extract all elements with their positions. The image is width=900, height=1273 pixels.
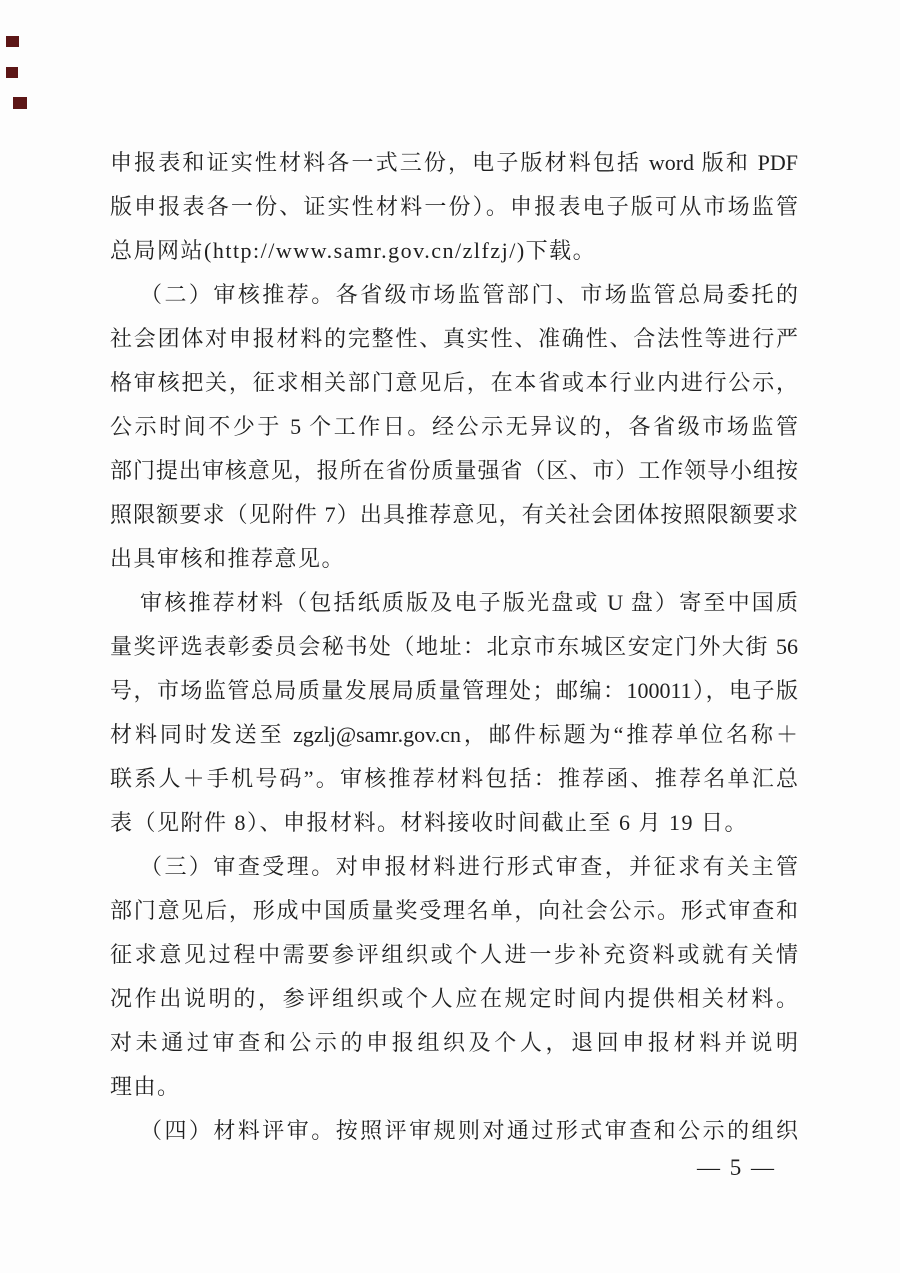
text-line: 格审核把关，征求相关部门意见后，在本省或本行业内进行公示， bbox=[110, 370, 798, 395]
text-line: 量奖评选表彰委员会秘书处（地址：北京市东城区安定门外大街 56 bbox=[110, 634, 798, 659]
text-line: 征求意见过程中需要参评组织或个人进一步补充资料或就有关情 bbox=[110, 942, 798, 967]
text-line: 社会团体对申报材料的完整性、真实性、准确性、合法性等进行严 bbox=[110, 326, 798, 351]
text-line: 公示时间不少于 5 个工作日。经公示无异议的，各省级市场监管 bbox=[110, 414, 798, 439]
text-line: 申报表和证实性材料各一式三份，电子版材料包括 word 版和 PDF bbox=[110, 150, 798, 175]
text-line: 联系人＋手机号码”。审核推荐材料包括：推荐函、推荐名单汇总 bbox=[110, 766, 798, 791]
text-line: 材料同时发送至 zgzlj@samr.gov.cn，邮件标题为“推荐单位名称＋ bbox=[110, 722, 798, 747]
text-line: 审核推荐材料（包括纸质版及电子版光盘或 U 盘）寄至中国质 bbox=[140, 590, 798, 615]
text-line: 版申报表各一份、证实性材料一份）。申报表电子版可从市场监管 bbox=[110, 194, 798, 219]
scan-artifact-mark bbox=[13, 97, 27, 109]
text-line: 况作出说明的，参评组织或个人应在规定时间内提供相关材料。 bbox=[110, 986, 798, 1011]
scan-artifact-mark bbox=[6, 67, 18, 78]
text-line: （二）审核推荐。各省级市场监管部门、市场监管总局委托的 bbox=[140, 282, 798, 307]
text-line: 出具审核和推荐意见。 bbox=[110, 546, 346, 571]
text-line: 部门提出审核意见，报所在省份质量强省（区、市）工作领导小组按 bbox=[110, 458, 798, 483]
document-body bbox=[110, 141, 798, 1153]
text-line: 对未通过审查和公示的申报组织及个人，退回申报材料并说明 bbox=[110, 1030, 798, 1055]
text-line: 照限额要求（见附件 7）出具推荐意见，有关社会团体按照限额要求 bbox=[110, 502, 798, 527]
scan-artifact-mark bbox=[6, 36, 19, 47]
text-line: 部门意见后，形成中国质量奖受理名单，向社会公示。形式审查和 bbox=[110, 898, 798, 923]
text-line: 总局网站(http://www.samr.gov.cn/zlfzj/)下载。 bbox=[110, 238, 597, 263]
text-line: （三）审查受理。对申报材料进行形式审查，并征求有关主管 bbox=[140, 854, 798, 879]
page-number: — 5 — bbox=[697, 1155, 776, 1180]
text-line: 理由。 bbox=[110, 1074, 181, 1099]
text-line: （四）材料评审。按照评审规则对通过形式审查和公示的组织 bbox=[140, 1118, 798, 1143]
text-line: 号，市场监管总局质量发展局质量管理处；邮编：100011），电子版 bbox=[110, 678, 798, 703]
text-line: 表（见附件 8）、申报材料。材料接收时间截止至 6 月 19 日。 bbox=[110, 810, 749, 835]
